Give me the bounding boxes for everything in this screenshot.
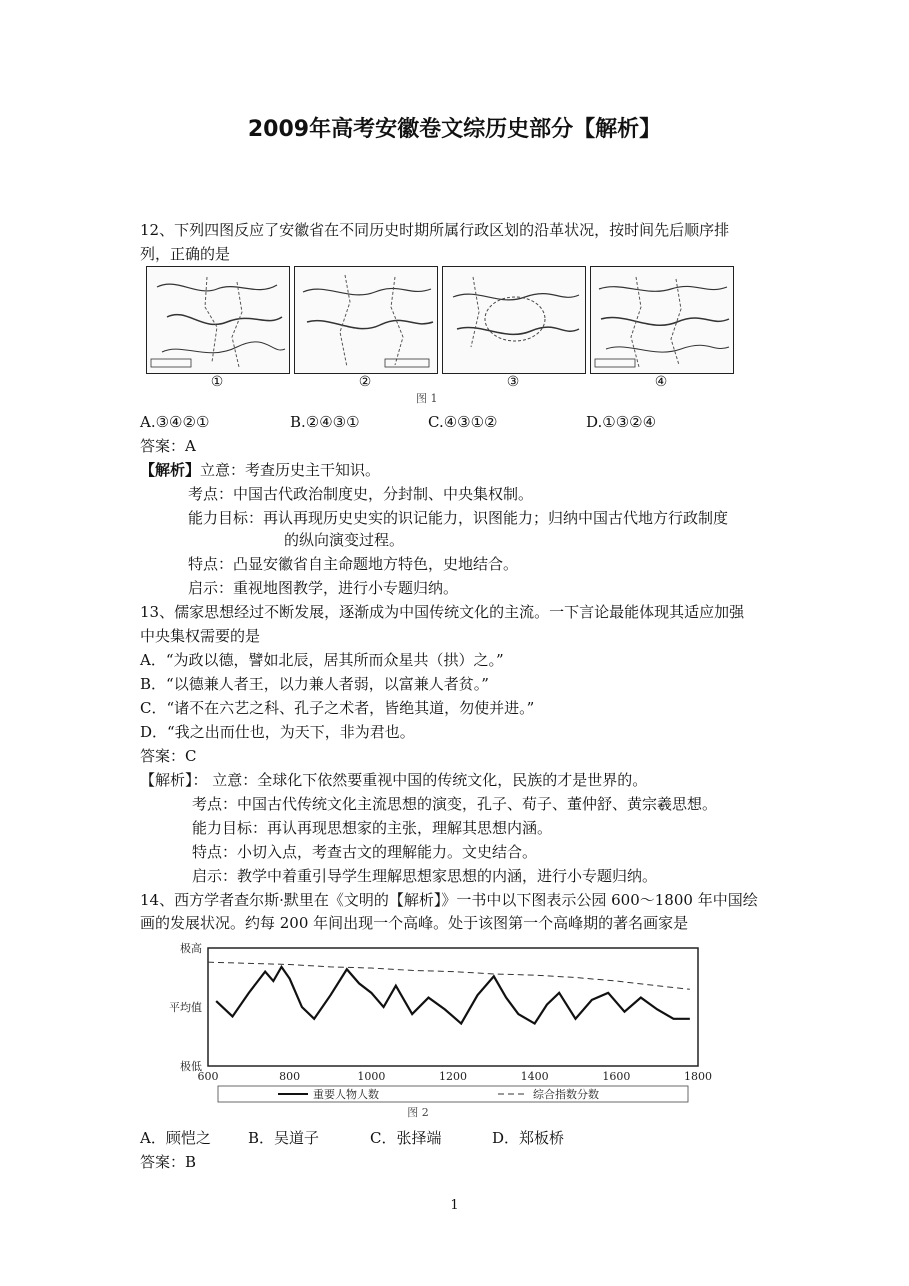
historical-map-2 xyxy=(294,266,438,374)
map-label-1: ① xyxy=(210,374,224,390)
q13-stem-line2: 中央集权需要的是 xyxy=(140,627,261,645)
q12-ability-line1: 能力目标：再认再现历史史实的识记能力，识图能力；归纳中国古代地方行政制度 xyxy=(188,509,729,527)
q13-option-a: A．“为政以德，譬如北辰，居其所而众星共（拱）之。” xyxy=(140,651,504,669)
q14-option-b: B．吴道子 xyxy=(248,1129,320,1147)
q13-points: 考点：中国古代传统文化主流思想的演变，孔子、荀子、董仲舒、黄宗羲思想。 xyxy=(192,795,718,813)
map-4-sketch xyxy=(591,267,733,373)
q12-ability-line2: 的纵向演变过程。 xyxy=(284,531,405,549)
map-label-3: ③ xyxy=(506,374,520,390)
q12-analysis xyxy=(140,460,380,480)
q13-insight: 启示：教学中着重引导学生理解思想家思想的内涵，进行小专题归纳。 xyxy=(192,867,658,885)
x-tick-label: 800 xyxy=(279,1070,301,1083)
q14-answer: 答案：B xyxy=(140,1153,197,1171)
chart-svg xyxy=(148,938,712,1119)
page-title: 2009年高考安徽卷文综历史部分【解析】 xyxy=(247,117,662,142)
q13-answer: 答案：C xyxy=(140,747,197,765)
q14-option-a: A．顾恺之 xyxy=(140,1129,211,1147)
q13-option-b: B．“以德兼人者王，以力兼人者弱，以富兼人者贫。” xyxy=(140,675,489,693)
historical-map-4 xyxy=(590,266,734,374)
q14-option-d: D．郑板桥 xyxy=(492,1129,565,1147)
q12-option-c: C.④③①② xyxy=(428,413,498,431)
q12-stem-line1: 12、下列四图反应了安徽省在不同历史时期所属行政区划的沿革状况，按时间先后顺序排 xyxy=(140,221,730,239)
figure-1-caption: 图 1 xyxy=(416,392,438,405)
map-label-4: ④ xyxy=(654,374,668,390)
q12-insight: 启示：重视地图教学，进行小专题归纳。 xyxy=(188,579,459,597)
legend-label-1: 重要人物人数 xyxy=(313,1088,379,1101)
x-tick-label: 1800 xyxy=(684,1070,712,1083)
q12-option-a: A.③④②① xyxy=(140,413,210,431)
q13-stem-line1: 13、儒家思想经过不断发展，逐渐成为中国传统文化的主流。一下言论最能体现其适应加强 xyxy=(140,603,745,621)
historical-map-1 xyxy=(146,266,290,374)
q12-analysis-head: 【解析】 xyxy=(140,461,201,479)
map-2-sketch xyxy=(295,267,437,373)
q13-option-d: D．“我之出而仕也，为天下，非为君也。 xyxy=(140,723,415,741)
x-tick-label: 1000 xyxy=(357,1070,386,1083)
x-tick-label: 1400 xyxy=(520,1070,549,1083)
x-tick-label: 1200 xyxy=(439,1070,467,1083)
map-3-sketch xyxy=(443,267,585,373)
q12-analysis-purpose: 立意：考查历史主干知识。 xyxy=(200,461,381,479)
q12-points: 考点：中国古代政治制度史，分封制、中央集权制。 xyxy=(188,485,534,503)
q13-ability: 能力目标：再认再现思想家的主张，理解其思想内涵。 xyxy=(192,819,553,837)
map-label-2: ② xyxy=(358,374,372,390)
q13-option-c: C．“诸不在六艺之科、孔子之术者，皆绝其道，勿使并进。” xyxy=(140,699,535,717)
q12-option-b: B.②④③① xyxy=(290,413,360,431)
y-tick-label: 极低 xyxy=(180,1060,202,1073)
series-line-2 xyxy=(208,962,690,989)
historical-map-3 xyxy=(442,266,586,374)
q12-answer: 答案：A xyxy=(140,437,196,455)
q12-feature: 特点：凸显安徽省自主命题地方特色，史地结合。 xyxy=(188,555,519,573)
q13-feature: 特点：小切入点，考查古文的理解能力。文史结合。 xyxy=(192,843,538,861)
q14-stem-line2: 画的发展状况。约每 200 年间出现一个高峰。处于该图第一个高峰期的著名画家是 xyxy=(140,914,689,932)
q12-stem-line2: 列，正确的是 xyxy=(140,245,231,263)
q12-option-d: D.①③②④ xyxy=(586,413,657,431)
q13-analysis: 【解析】： 立意：全球化下依然要重视中国的传统文化，民族的才是世界的。 xyxy=(140,771,648,789)
painting-development-chart xyxy=(148,938,712,1119)
q12-maps-figure xyxy=(140,266,740,406)
x-tick-label: 600 xyxy=(197,1070,219,1083)
q14-option-c: C．张择端 xyxy=(370,1129,442,1147)
series-line-1 xyxy=(216,967,690,1024)
x-tick-label: 1600 xyxy=(602,1070,631,1083)
page-number: 1 xyxy=(450,1198,459,1213)
y-tick-label: 极高 xyxy=(180,942,202,955)
figure-2-caption: 图 2 xyxy=(407,1106,429,1119)
q14-stem-line1: 14、西方学者查尔斯·默里在《文明的【解析】》一书中以下图表示公园 600～1800 年中国绘 xyxy=(140,891,758,909)
map-1-sketch xyxy=(147,267,289,373)
legend-label-2: 综合指数分数 xyxy=(533,1088,599,1101)
y-tick-label: 平均值 xyxy=(169,1001,202,1014)
